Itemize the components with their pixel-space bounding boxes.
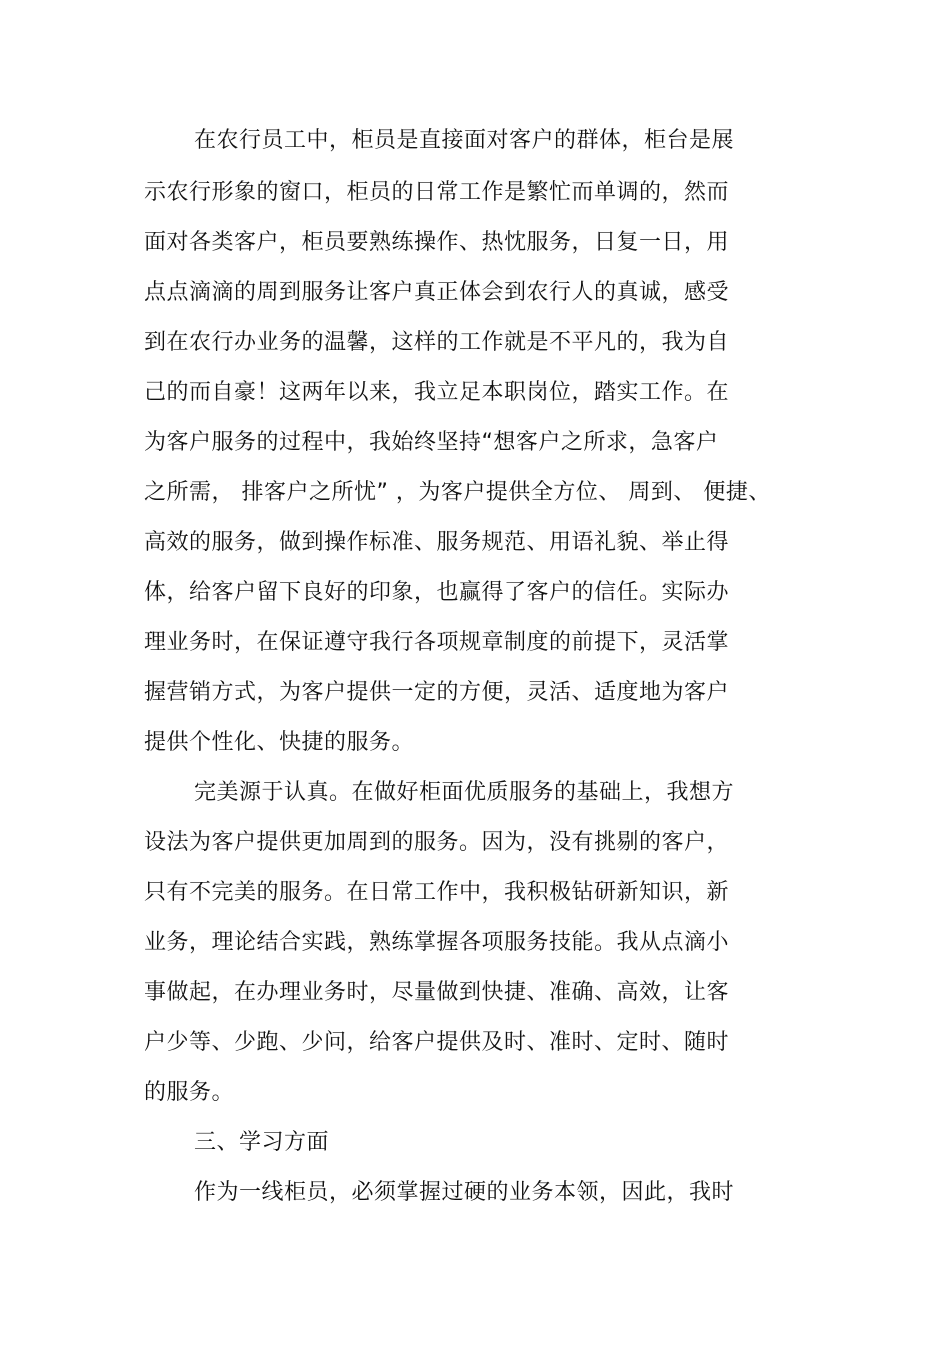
paragraph-line: 示农行形象的窗口，柜员的日常工作是繁忙而单调的，然而: [144, 180, 730, 205]
paragraph-line: 体，给客户留下良好的印象，也赢得了客户的信任。实际办: [144, 580, 730, 605]
paragraph-line: 设法为客户提供更加周到的服务。因为，没有挑剔的客户，: [144, 830, 730, 855]
section-heading: 三、学习方面: [194, 1130, 330, 1155]
paragraph-line: 提供个性化、快捷的服务。: [144, 730, 415, 755]
paragraph-line: 事做起，在办理业务时，尽量做到快捷、准确、高效，让客: [144, 980, 730, 1005]
paragraph-line: 只有不完美的服务。在日常工作中，我积极钻研新知识，新: [144, 880, 730, 905]
paragraph-line: 户少等、少跑、少问，给客户提供及时、准时、定时、随时: [144, 1030, 730, 1055]
paragraph-line: 点点滴滴的周到服务让客户真正体会到农行人的真诚，感受: [144, 280, 730, 305]
paragraph-line: 为客户服务的过程中，我始终坚持“想客户之所求，急客户: [144, 430, 719, 455]
paragraph-line: 之所需， 排客户之所忧” ，为客户提供全方位、 周到、 便捷、: [144, 480, 771, 505]
paragraph-line: 业务，理论结合实践，熟练掌握各项服务技能。我从点滴小: [144, 930, 730, 955]
paragraph-line: 理业务时，在保证遵守我行各项规章制度的前提下，灵活掌: [144, 630, 730, 655]
paragraph-line: 高效的服务，做到操作标准、服务规范、用语礼貌、举止得: [144, 530, 730, 555]
paragraph-line: 的服务。: [144, 1080, 235, 1105]
paragraph-line: 到在农行办业务的温馨，这样的工作就是不平凡的，我为自: [144, 330, 730, 355]
paragraph-line: 握营销方式，为客户提供一定的方便，灵活、适度地为客户: [144, 680, 730, 705]
paragraph-line: 在农行员工中，柜员是直接面对客户的群体，柜台是展: [194, 128, 735, 153]
paragraph-line: 完美源于认真。在做好柜面优质服务的基础上，我想方: [194, 780, 735, 805]
paragraph-line: 面对各类客户，柜员要熟练操作、热忱服务，日复一日，用: [144, 230, 730, 255]
paragraph-line: 作为一线柜员，必须掌握过硬的业务本领，因此，我时: [194, 1180, 735, 1205]
paragraph-line: 己的而自豪！这两年以来，我立足本职岗位，踏实工作。在: [144, 380, 730, 405]
